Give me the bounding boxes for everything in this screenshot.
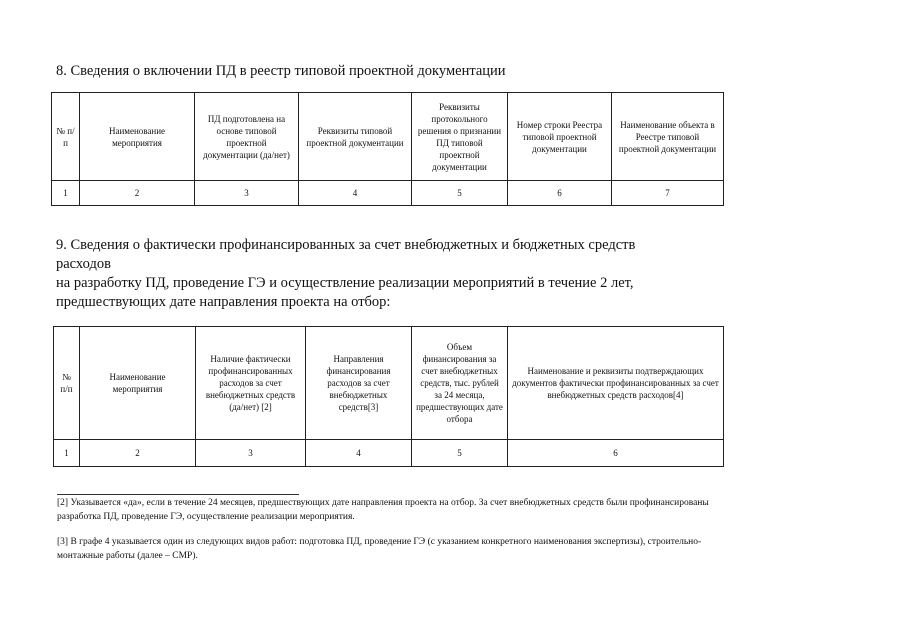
section-9-title-line: предшествующих дате направления проекта на отбор: (56, 294, 391, 310)
table-header-row (54, 327, 724, 440)
footnote-3: [3] В графе 4 указывается один из следующих видов работ: подготовка ПД, проведение ГЭ (с указанием конкретного наименования экспертизы), строительно-монтажные работы (далее – СМР). (57, 537, 702, 561)
section-9-title (56, 236, 756, 312)
column-number: 6 (508, 181, 612, 206)
column-header: Наименование объекта в Реестре типовой проектной документации (612, 93, 724, 181)
section-9-title-line: 9. Сведения о фактически профинансированных за счет внебюджетных и бюджетных средств (56, 237, 636, 253)
column-header: Реквизиты протокольного решения о признании ПД типовой проектной документации (412, 93, 508, 181)
table-row (54, 440, 724, 467)
section-9-title-line: расходов (56, 256, 111, 272)
column-header: Объем финансирования за счет внебюджетных средств, тыс. рублей за 24 месяца, предшествующих дате отбора (412, 327, 508, 440)
column-header: № п/п (54, 327, 80, 440)
column-header: Направления финансирования расходов за счет внебюджетных средств[3] (306, 327, 412, 440)
column-number: 2 (80, 181, 195, 206)
column-header: Реквизиты типовой проектной документации (299, 93, 412, 181)
table-row (52, 181, 724, 206)
column-number: 2 (80, 440, 196, 467)
column-number: 5 (412, 440, 508, 467)
column-header: ПД подготовлена на основе типовой проектной документации (да/нет) (195, 93, 299, 181)
footnote-2: [2] Указывается «да», если в течение 24 месяцев, предшествующих дате направления проекта на отбор. За счет внебюджетных средств были профинансированы разработка ПД, проведение ГЭ, осуществление реализации мероприятия. (57, 498, 709, 522)
column-number: 7 (612, 181, 724, 206)
footnote-divider (57, 494, 299, 495)
column-header: Наименование и реквизиты подтверждающих документов фактически профинансированных за счет внебюджетных средств расходов[4] (508, 327, 724, 440)
column-header: Наименование мероприятия (80, 327, 196, 440)
column-header: Наименование мероприятия (80, 93, 195, 181)
column-number: 5 (412, 181, 508, 206)
column-header: Номер строки Реестра типовой проектной документации (508, 93, 612, 181)
column-number: 4 (306, 440, 412, 467)
column-number: 1 (52, 181, 80, 206)
section-8-title: 8. Сведения о включении ПД в реестр типовой проектной документации (56, 63, 506, 79)
column-number: 1 (54, 440, 80, 467)
table-header-row (52, 93, 724, 181)
column-number: 4 (299, 181, 412, 206)
column-header: № п/п (52, 93, 80, 181)
financing-table (53, 326, 724, 467)
column-number: 3 (196, 440, 306, 467)
column-number: 6 (508, 440, 724, 467)
column-header: Наличие фактически профинансированных расходов за счет внебюджетных средств (да/нет) [2] (196, 327, 306, 440)
registry-table (51, 92, 724, 206)
column-number: 3 (195, 181, 299, 206)
section-9-title-line: на разработку ПД, проведение ГЭ и осуществление реализации мероприятий в течение 2 лет, (56, 275, 634, 291)
